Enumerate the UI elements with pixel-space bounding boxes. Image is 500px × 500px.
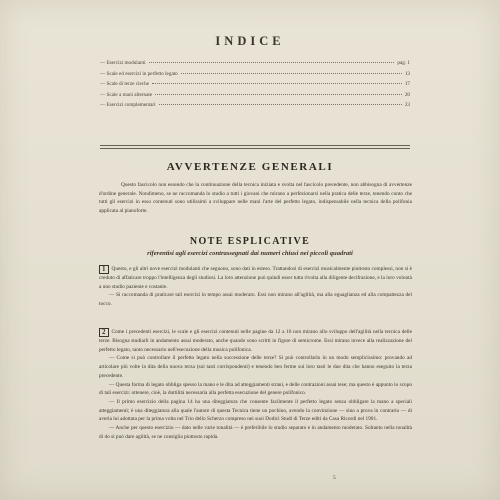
toc-entry-label: — Esercizi complementari <box>100 102 156 108</box>
toc-entry-page: 23 <box>404 102 410 108</box>
index-title: INDICE <box>215 34 285 48</box>
note-paragraph: — Questa forma di legato obbliga spesso la mano e le dita ad atteggiamenti strani, e delle contrazioni assai tese; ma questo è appunto lo scopo di tali esercizi: ottenere, cioè, la duttilità necessaria alla perfetta esecuzione del genere polifonico. <box>99 381 412 397</box>
page-number: 5 <box>333 475 336 481</box>
toc-entry-label: — Scale di terze cieche <box>100 81 149 87</box>
divider-rule <box>100 148 410 149</box>
toc-entry <box>100 71 410 82</box>
note-paragraph: — Anche per questo esercizio — dato nelle varie tonalità — è preferibile lo studio separato e in andamento moderato. Soltanto nella tonalità di do si può dare agilità, se ne consiglia piuttosto rapida. <box>99 425 412 440</box>
note-section-2-intro <box>99 328 412 354</box>
toc-entry <box>100 60 410 71</box>
note-paragraph: — Il primo esercizio della pagina 14 ha una diteggiatura che consente facilmente il perfetto legato senza obbligare la mano a speciali atteggiamenti; è una diteggiatura alla quale l'autore di questa Tecnica tiene un pochino, avendo la convinzione — sino a prova in contrario — di averla lui adottata per la prima volta nel Trio dello Scherzo compreso nei suoi Dodici Studi di Terze editi da Casa Ricordi nel 1901. <box>99 398 412 423</box>
toc-entry-label: — Scale a mani alternate <box>100 91 153 98</box>
note-heading: NOTE ESPLICATIVE <box>189 236 311 247</box>
note-subheading: riferentisi agli esercizi contrassegnati dai numeri chiusi nei piccoli quadrati <box>147 250 353 257</box>
toc-entry <box>100 92 410 103</box>
toc-entry <box>100 81 410 92</box>
toc-entry-page: 13 <box>404 70 410 77</box>
toc-leader-dots <box>155 94 402 95</box>
toc-entry-page: 20 <box>404 91 410 98</box>
toc-leader-dots <box>149 62 395 63</box>
toc-leader-dots <box>152 83 402 84</box>
toc-leader-dots <box>181 73 402 74</box>
note-section-2 <box>99 328 412 441</box>
toc-entry <box>100 102 410 113</box>
note-section-1-text: Questo, e gli altri nove esercizi modulanti che seguono, sono dati in esteso. Trattandosi di esercizi musicalmente piuttosto complessi, non si è creduto di affaticare troppo l'intelligenza degli studiosi. La loro attenzione può quindi esser tutta rivolta alla diligente decifrazione, e la loro volontà a uno studio paziente e costante. <box>99 266 412 290</box>
section-number-box: 2 <box>99 328 109 337</box>
avvertenze-heading: AVVERTENZE GENERALI <box>166 161 334 173</box>
note-paragraph: — Come si può controllare il perfetto legato nella successione delle terze? Si può controllarlo in un modo semplicissimo: provando ad articolare più volte la dita della nuova terza (sui tasti corrispondenti) e tenendo ben ferme sui loro tasti le due dita che hanno eseguito la terza precedente. <box>99 355 412 379</box>
table-of-contents <box>100 60 410 113</box>
avvertenze-paragraph: Questo fascicolo non essendo che la continuazione della tecnica iniziata e svolta nel fascicolo precedente, non abbisogna di avvertenze d'ordine generale. Nondimeno, se ne raccomanda lo studio a tutti i giovani che mirano a perfezionarsi nella pratica delle terze, tenendo conto che tutti gli esercizi in esso contenuti sono utilissimi a sviluppare nelle mani l'arte del perfetto legato, indispensabile nella tecnica della polifonia applicata al pianoforte. <box>99 182 412 215</box>
note-section-2-text: Come i precedenti esercizi, le scale e gli esercizi contenuti nelle pagine da 12 a 16 non mirano allo sviluppo dell'agilità nella tecnica delle terze. Bisogna studiarli in andamento assai moderato, anche quando sono scritti in figure di semicrome. Essi mirano invece alla realizzazione del perfetto legato, tanto necessario nell'esecuzione della musica polifonica. <box>99 329 412 353</box>
note-section-1-intro <box>99 265 412 291</box>
section-number-box: 1 <box>99 265 109 274</box>
divider-rule <box>100 145 410 146</box>
note-paragraph: — Si raccomanda di praticare tali esercizi in tempo assai moderato. Essi non mirano all'agilità, ma alla eguaglianza ed alla compattezza del tocco. <box>99 292 412 308</box>
toc-entry-label: — Esercizi modulanti <box>100 60 146 66</box>
toc-entry-page: 17 <box>404 81 410 87</box>
note-section-1 <box>99 265 412 309</box>
toc-entry-page: pag. 1 <box>397 60 410 66</box>
toc-entry-label: — Scale ed esercizi in perfetto legato <box>100 70 178 77</box>
toc-leader-dots <box>159 104 402 105</box>
